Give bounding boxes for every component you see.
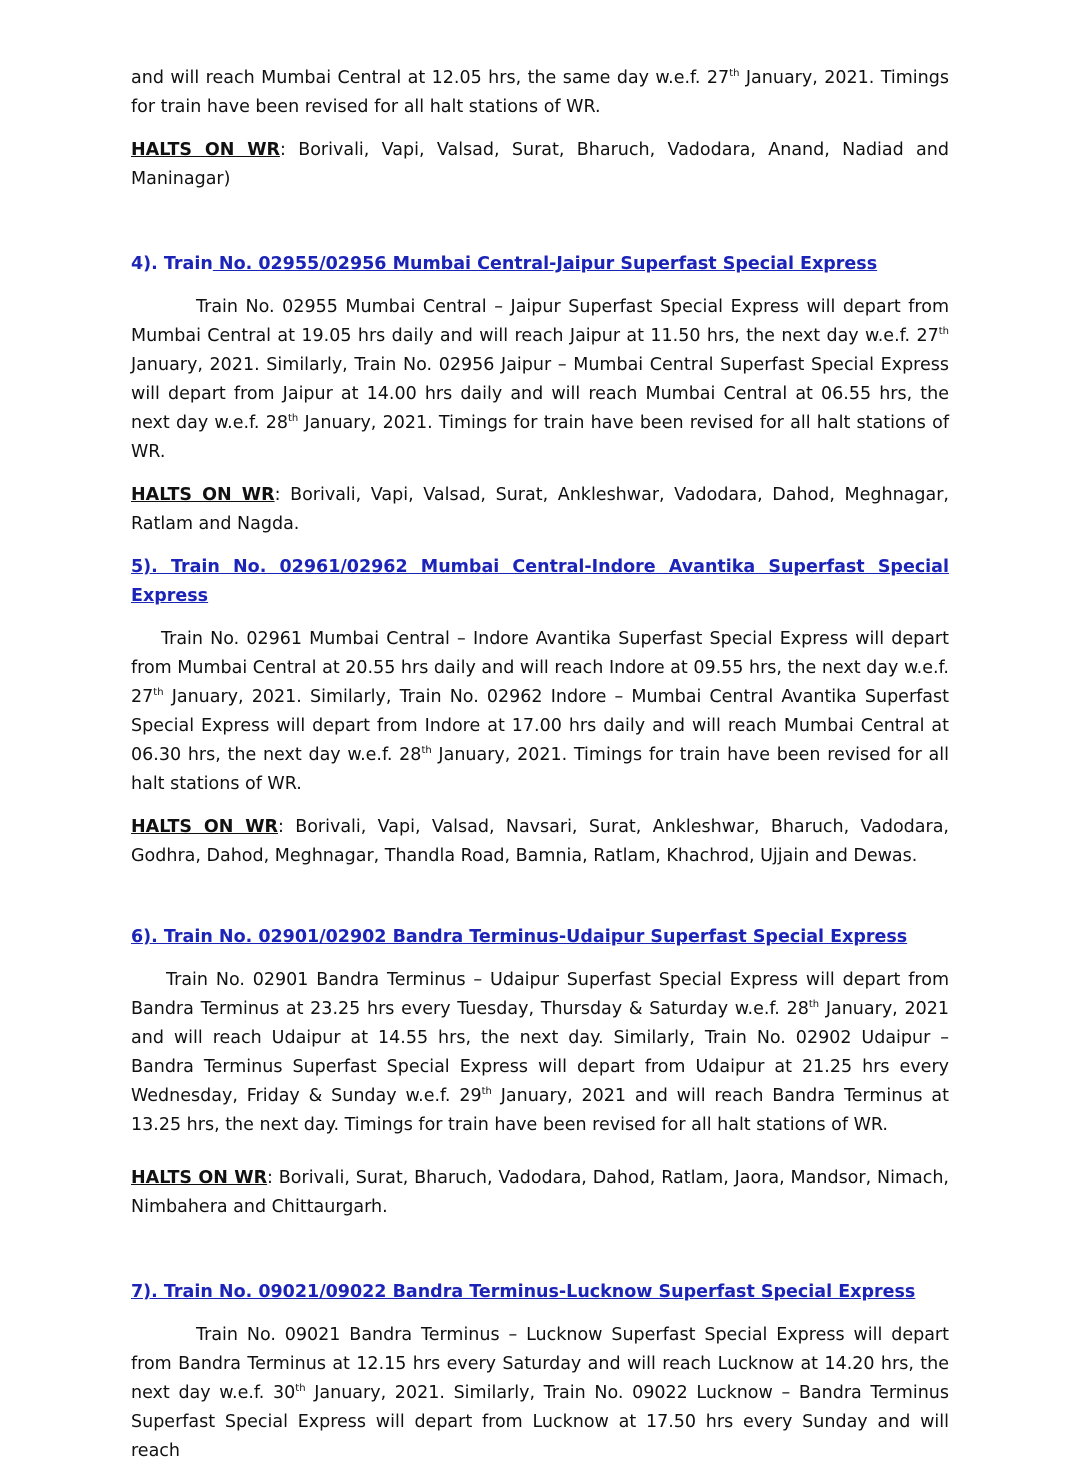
section-6-heading[interactable]: 6). Train No. 02901/02902 Bandra Terminus-Udaipur Superfast Special Express xyxy=(131,927,908,947)
section-6-paragraph: Train No. 02901 Bandra Terminus – Udaipur Superfast Special Express will depart from Bandra Terminus at 23.25 hrs every Tuesday, Thursday & Saturday w.e.f. 28th January, 2021 and will reach Udaipur at 14.55 hrs, the next day. Similarly, Train No. 02902 Udaipur – Bandra Terminus Superfast Special Express will depart from Udaipur at 21.25 hrs every Wednesday, Friday & Sunday w.e.f. 29th January, 2021 and will reach Bandra Terminus at 13.25 hrs, the next day. Timings for train have been revised for all halt stations of WR. xyxy=(131,970,949,1135)
halts-section-4: HALTS ON WR: Borivali, Vapi, Valsad, Surat, Ankleshwar, Vadodara, Dahod, Meghnagar, Ratlam and Nagda. xyxy=(131,485,949,534)
halts-label: HALTS ON WR xyxy=(131,1168,268,1188)
section-5-paragraph: Train No. 02961 Mumbai Central – Indore Avantika Superfast Special Express will depart from Mumbai Central at 20.55 hrs daily and will reach Indore at 09.55 hrs, the next day w.e.f. 27th January, 2021. Similarly, Train No. 02962 Indore – Mumbai Central Avantika Superfast Special Express will depart from Indore at 17.00 hrs daily and will reach Mumbai Central at 06.30 hrs, the next day w.e.f. 28th January, 2021. Timings for train have been revised for all halt stations of WR. xyxy=(131,629,950,794)
section-5-heading[interactable]: 5). Train No. 02961/02962 Mumbai Central-Indore Avantika Superfast Special Express xyxy=(131,557,949,606)
section-7-paragraph: Train No. 09021 Bandra Terminus – Lucknow Superfast Special Express will depart from Bandra Terminus at 12.15 hrs every Saturday and will reach Lucknow at 14.20 hrs, the next day w.e.f. 30th January, 2021. Similarly, Train No. 09022 Lucknow – Bandra Terminus Superfast Special Express will depart from Lucknow at 17.50 hrs every Sunday and will reach xyxy=(131,1325,949,1461)
section-4-link[interactable]: No. 02955/02956 Mumbai Central-Jaipur Superfast Special Express xyxy=(212,254,878,274)
halts-section-5: HALTS ON WR: Borivali, Vapi, Valsad, Navsari, Surat, Ankleshwar, Bharuch, Vadodara, Godhra, Dahod, Meghnagar, Thandla Road, Bamnia, Ratlam, Khachrod, Ujjain and Dewas. xyxy=(131,817,949,866)
halts-label: HALTS ON WR xyxy=(131,485,275,505)
document-page xyxy=(131,64,949,1466)
intro-paragraph: and will reach Mumbai Central at 12.05 hrs, the same day w.e.f. 27th January, 2021. Timings for train have been revised for all halt stations of WR. xyxy=(131,68,949,117)
halts-label: HALTS ON WR xyxy=(131,140,280,160)
halts-section-6: HALTS ON WR: Borivali, Surat, Bharuch, Vadodara, Dahod, Ratlam, Jaora, Mandsor, Nimach, Nimbahera and Chittaurgarh. xyxy=(131,1168,949,1217)
section-7-heading[interactable]: 7). Train No. 09021/09022 Bandra Terminus-Lucknow Superfast Special Express xyxy=(131,1282,916,1302)
section-4-heading[interactable]: 4). Train No. 02955/02956 Mumbai Central-Jaipur Superfast Special Express xyxy=(131,254,878,274)
halts-section-3: HALTS ON WR: Borivali, Vapi, Valsad, Surat, Bharuch, Vadodara, Anand, Nadiad and Maninagar) xyxy=(131,140,949,189)
halts-label: HALTS ON WR xyxy=(131,817,278,837)
section-4-paragraph: Train No. 02955 Mumbai Central – Jaipur Superfast Special Express will depart from Mumbai Central at 19.05 hrs daily and will reach Jaipur at 11.50 hrs, the next day w.e.f. 27th January, 2021. Similarly, Train No. 02956 Jaipur – Mumbai Central Superfast Special Express will depart from Jaipur at 14.00 hrs daily and will reach Mumbai Central at 06.55 hrs, the next day w.e.f. 28th January, 2021. Timings for train have been revised for all halt stations of WR. xyxy=(131,297,949,462)
